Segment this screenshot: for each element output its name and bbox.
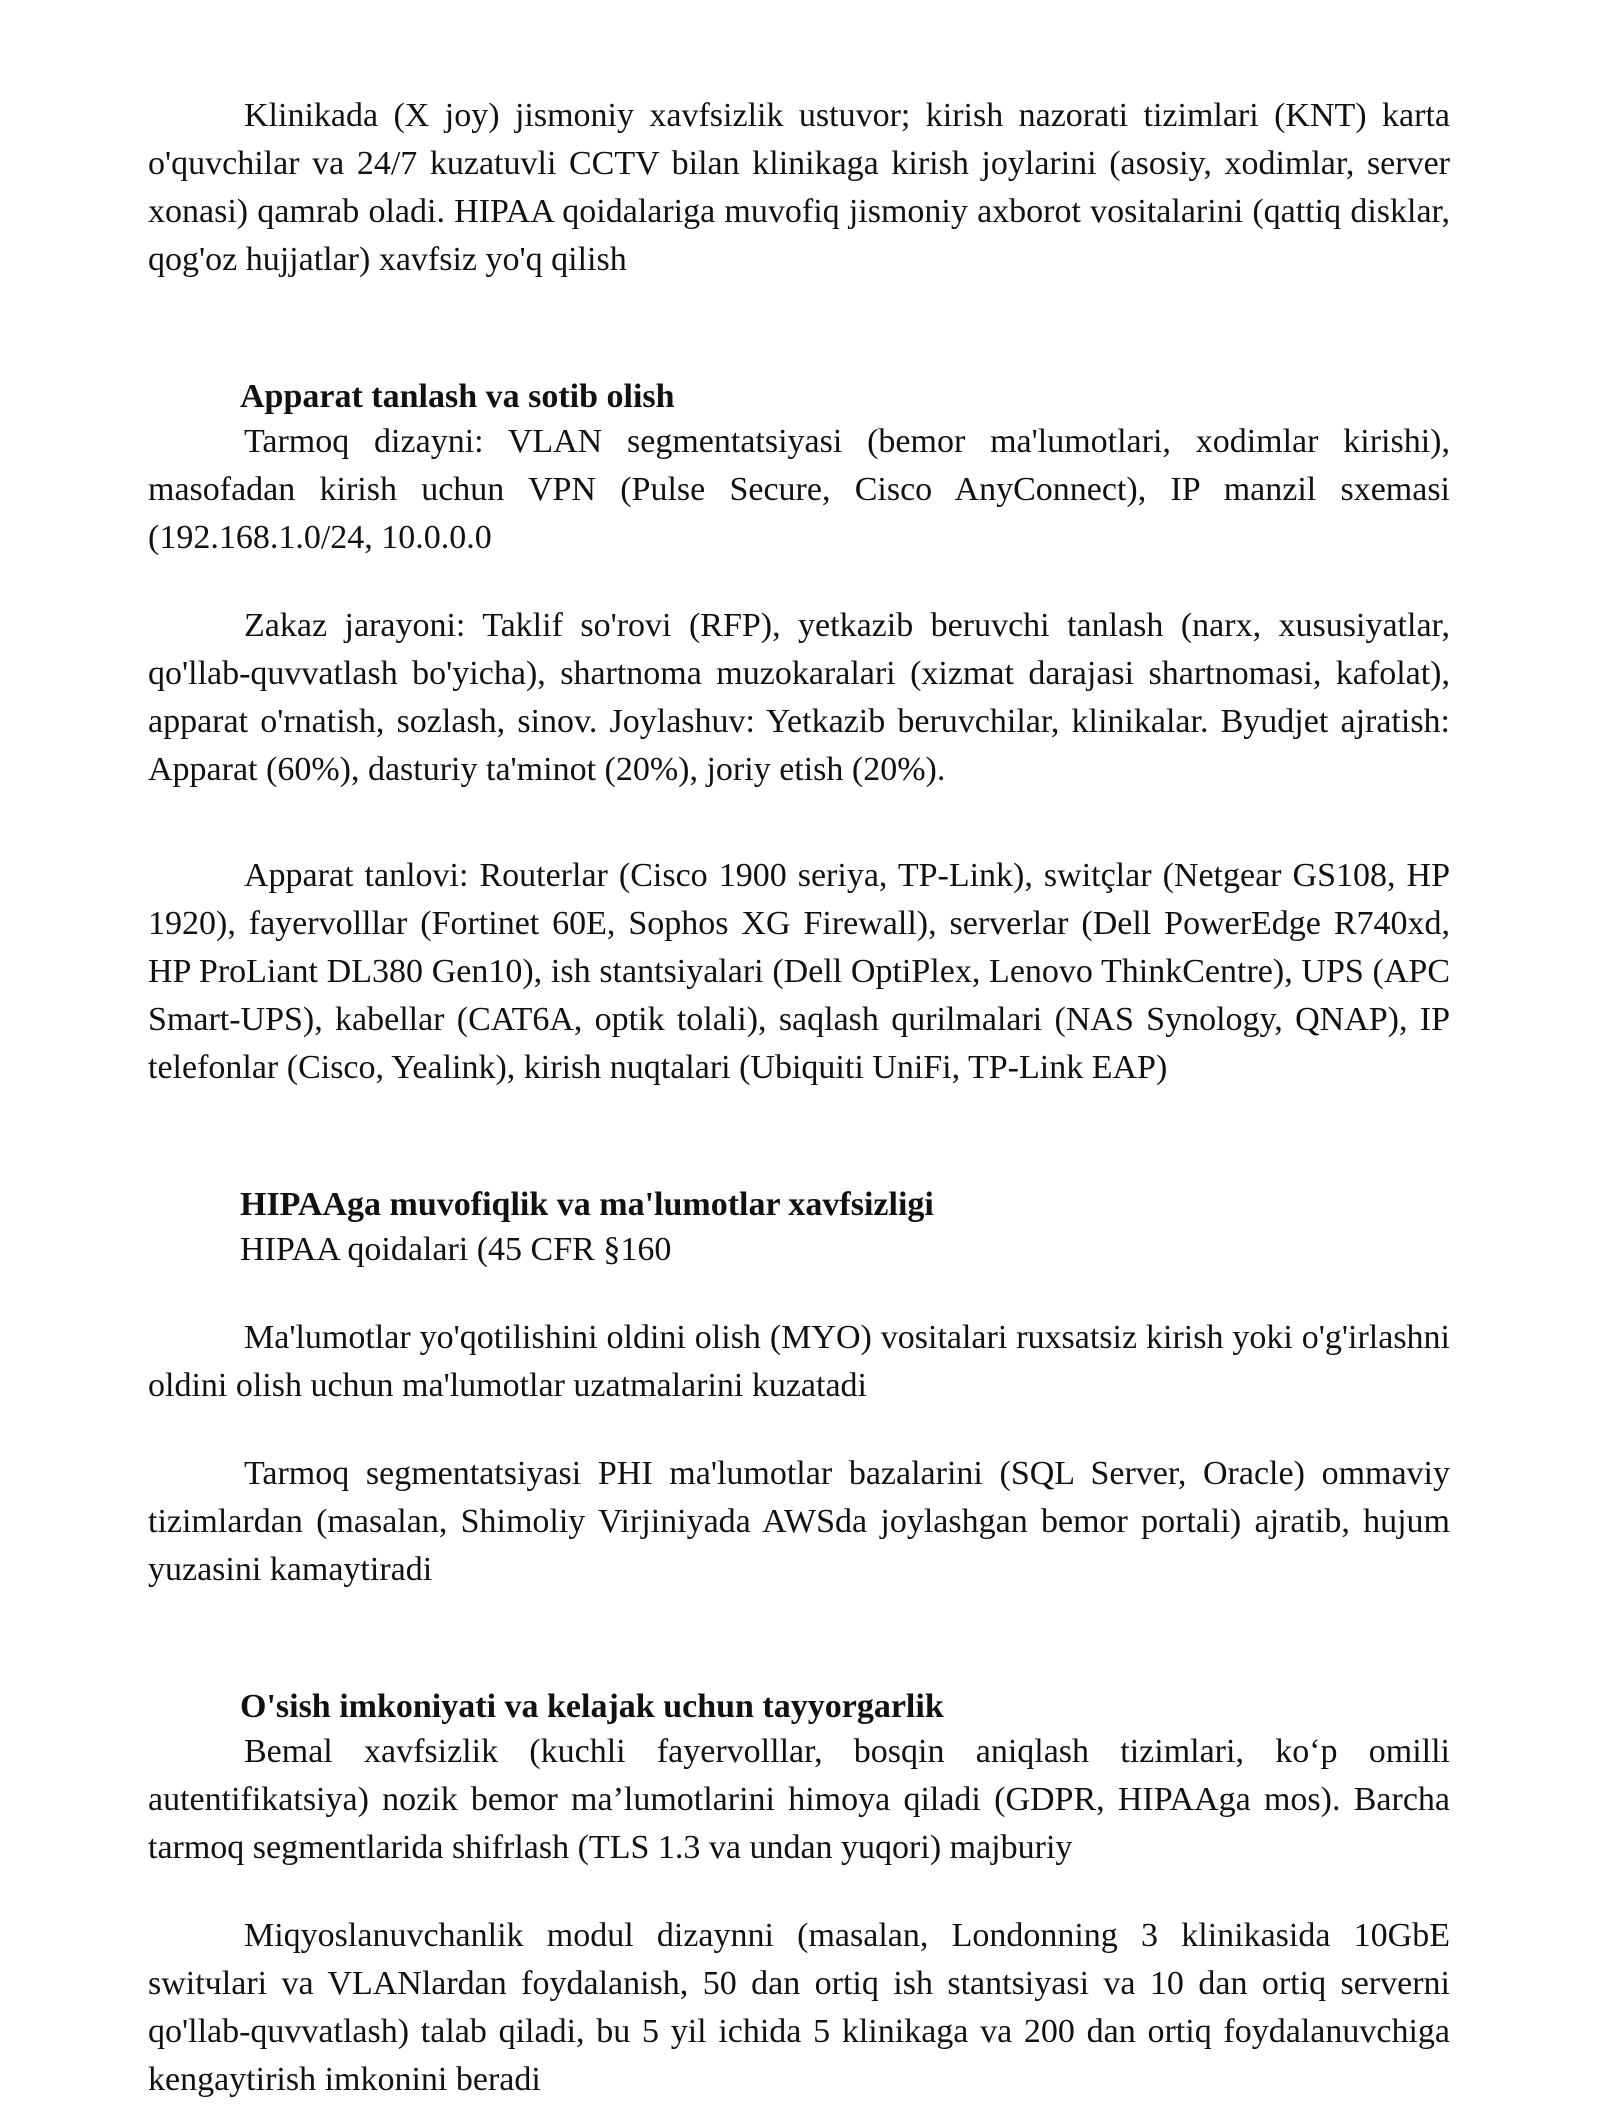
- intro-paragraph: Klinikada (X joy) jismoniy xavfsizlik ustuvor; kirish nazorati tizimlari (KNT) karta o'quvchilar va 24/7 kuzatuvli CCTV bilan klinikaga kirish joylarini (asosiy, xodimlar, server xonasi) qamrab oladi. HIPAA qoidalariga muvofiq jismoniy axborot vositalarini (qattiq disklar, qog'oz hujjatlar) xavfsiz yo'q qilish: [148, 97, 1450, 278]
- heading-hardware: Apparat tanlash va sotib olish: [240, 378, 675, 415]
- hardware-order-paragraph: Zakaz jarayoni: Taklif so'rovi (RFP), yetkazib beruvchi tanlash (narx, xususiyatlar, qo'llab-quvvatlash bo'yicha), shartnoma muzokaralari (xizmat darajasi shartnomasi, kafolat), apparat o'rnatish, sozlash, sinov. Joylashuv: Yetkazib beruvchilar, klinikalar. Byudjet ajratish: Apparat (60%), dasturiy ta'minot (20%), joriy etish (20%).: [148, 607, 1450, 788]
- hardware-network-paragraph: Tarmoq dizayni: VLAN segmentatsiyasi (bemor ma'lumotlari, xodimlar kirishi), masofadan kirish uchun VPN (Pulse Secure, Cisco AnyConnect), IP manzil sxemasi (192.168.1.0/24, 10.0.0.0: [148, 423, 1450, 556]
- spacer: [148, 1410, 1450, 1450]
- hipaa-dlp-paragraph: Ma'lumotlar yo'qotilishini oldini olish (MYO) vositalari ruxsatsiz kirish yoki o'g'irlashni oldini olish uchun ma'lumotlar uzatmalarini kuzatadi: [148, 1319, 1450, 1404]
- spacer: [148, 794, 1450, 852]
- hardware-selection-paragraph: Apparat tanlovi: Routerlar (Cisco 1900 seriya, TP-Link), switçlar (Netgear GS108, HP 1920), fayervolllar (Fortinet 60E, Sophos XG Firewall), serverlar (Dell PowerEdge R740xd, HP ProLiant DL380 Gen10), ish stantsiyalari (Dell OptiPlex, Lenovo ThinkCentre), UPS (APC Smart-UPS), kabellar (CAT6A, optik tolali), saqlash qurilmalari (NAS Synology, QNAP), IP telefonlar (Cisco, Yealink), kirish nuqtalari (Ubiquiti UniFi, TP-Link EAP): [148, 857, 1450, 1086]
- heading-hipaa: HIPAAga muvofiqlik va ma'lumotlar xavfsizligi: [240, 1186, 934, 1223]
- growth-scalability-paragraph: Miqyoslanuvchanlik modul dizaynni (masalan, Londonning 3 klinikasida 10GbE switчlari va VLANlardan foydalanish, 50 dan ortiq ish stantsiyasi va 10 dan ortiq serverni qo'llab-quvvatlash) talab qiladi, bu 5 yil ichida 5 klinikaga va 200 dan ortiq foydalanuvchiga kengaytirish imkonini beradi: [148, 1917, 1450, 2098]
- spacer: [148, 284, 1450, 376]
- spacer: [148, 1274, 1450, 1314]
- document-page: [148, 92, 1450, 2104]
- hipaa-rules-line: HIPAA qoidalari (45 CFR §160: [240, 1231, 672, 1268]
- spacer: [148, 1872, 1450, 1912]
- growth-security-paragraph: Bemal xavfsizlik (kuchli fayervolllar, bosqin aniqlash tizimlari, ko‘p omilli autentifikatsiya) nozik bemor ma’lumotlarini himoya qiladi (GDPR, HIPAAga mos). Barcha tarmoq segmentlarida shifrlash (TLS 1.3 va undan yuqori) majburiy: [148, 1733, 1450, 1866]
- hipaa-segmentation-paragraph: Tarmoq segmentatsiyasi PHI ma'lumotlar bazalarini (SQL Server, Oracle) ommaviy tizimlardan (masalan, Shimoliy Virjiniyada AWSda joylashgan bemor portali) ajratib, hujum yuzasini kamaytiradi: [148, 1455, 1450, 1588]
- spacer: [148, 562, 1450, 602]
- heading-growth: O'sish imkoniyati va kelajak uchun tayyorgarlik: [240, 1688, 944, 1725]
- spacer: [148, 1092, 1450, 1184]
- spacer: [148, 1594, 1450, 1686]
